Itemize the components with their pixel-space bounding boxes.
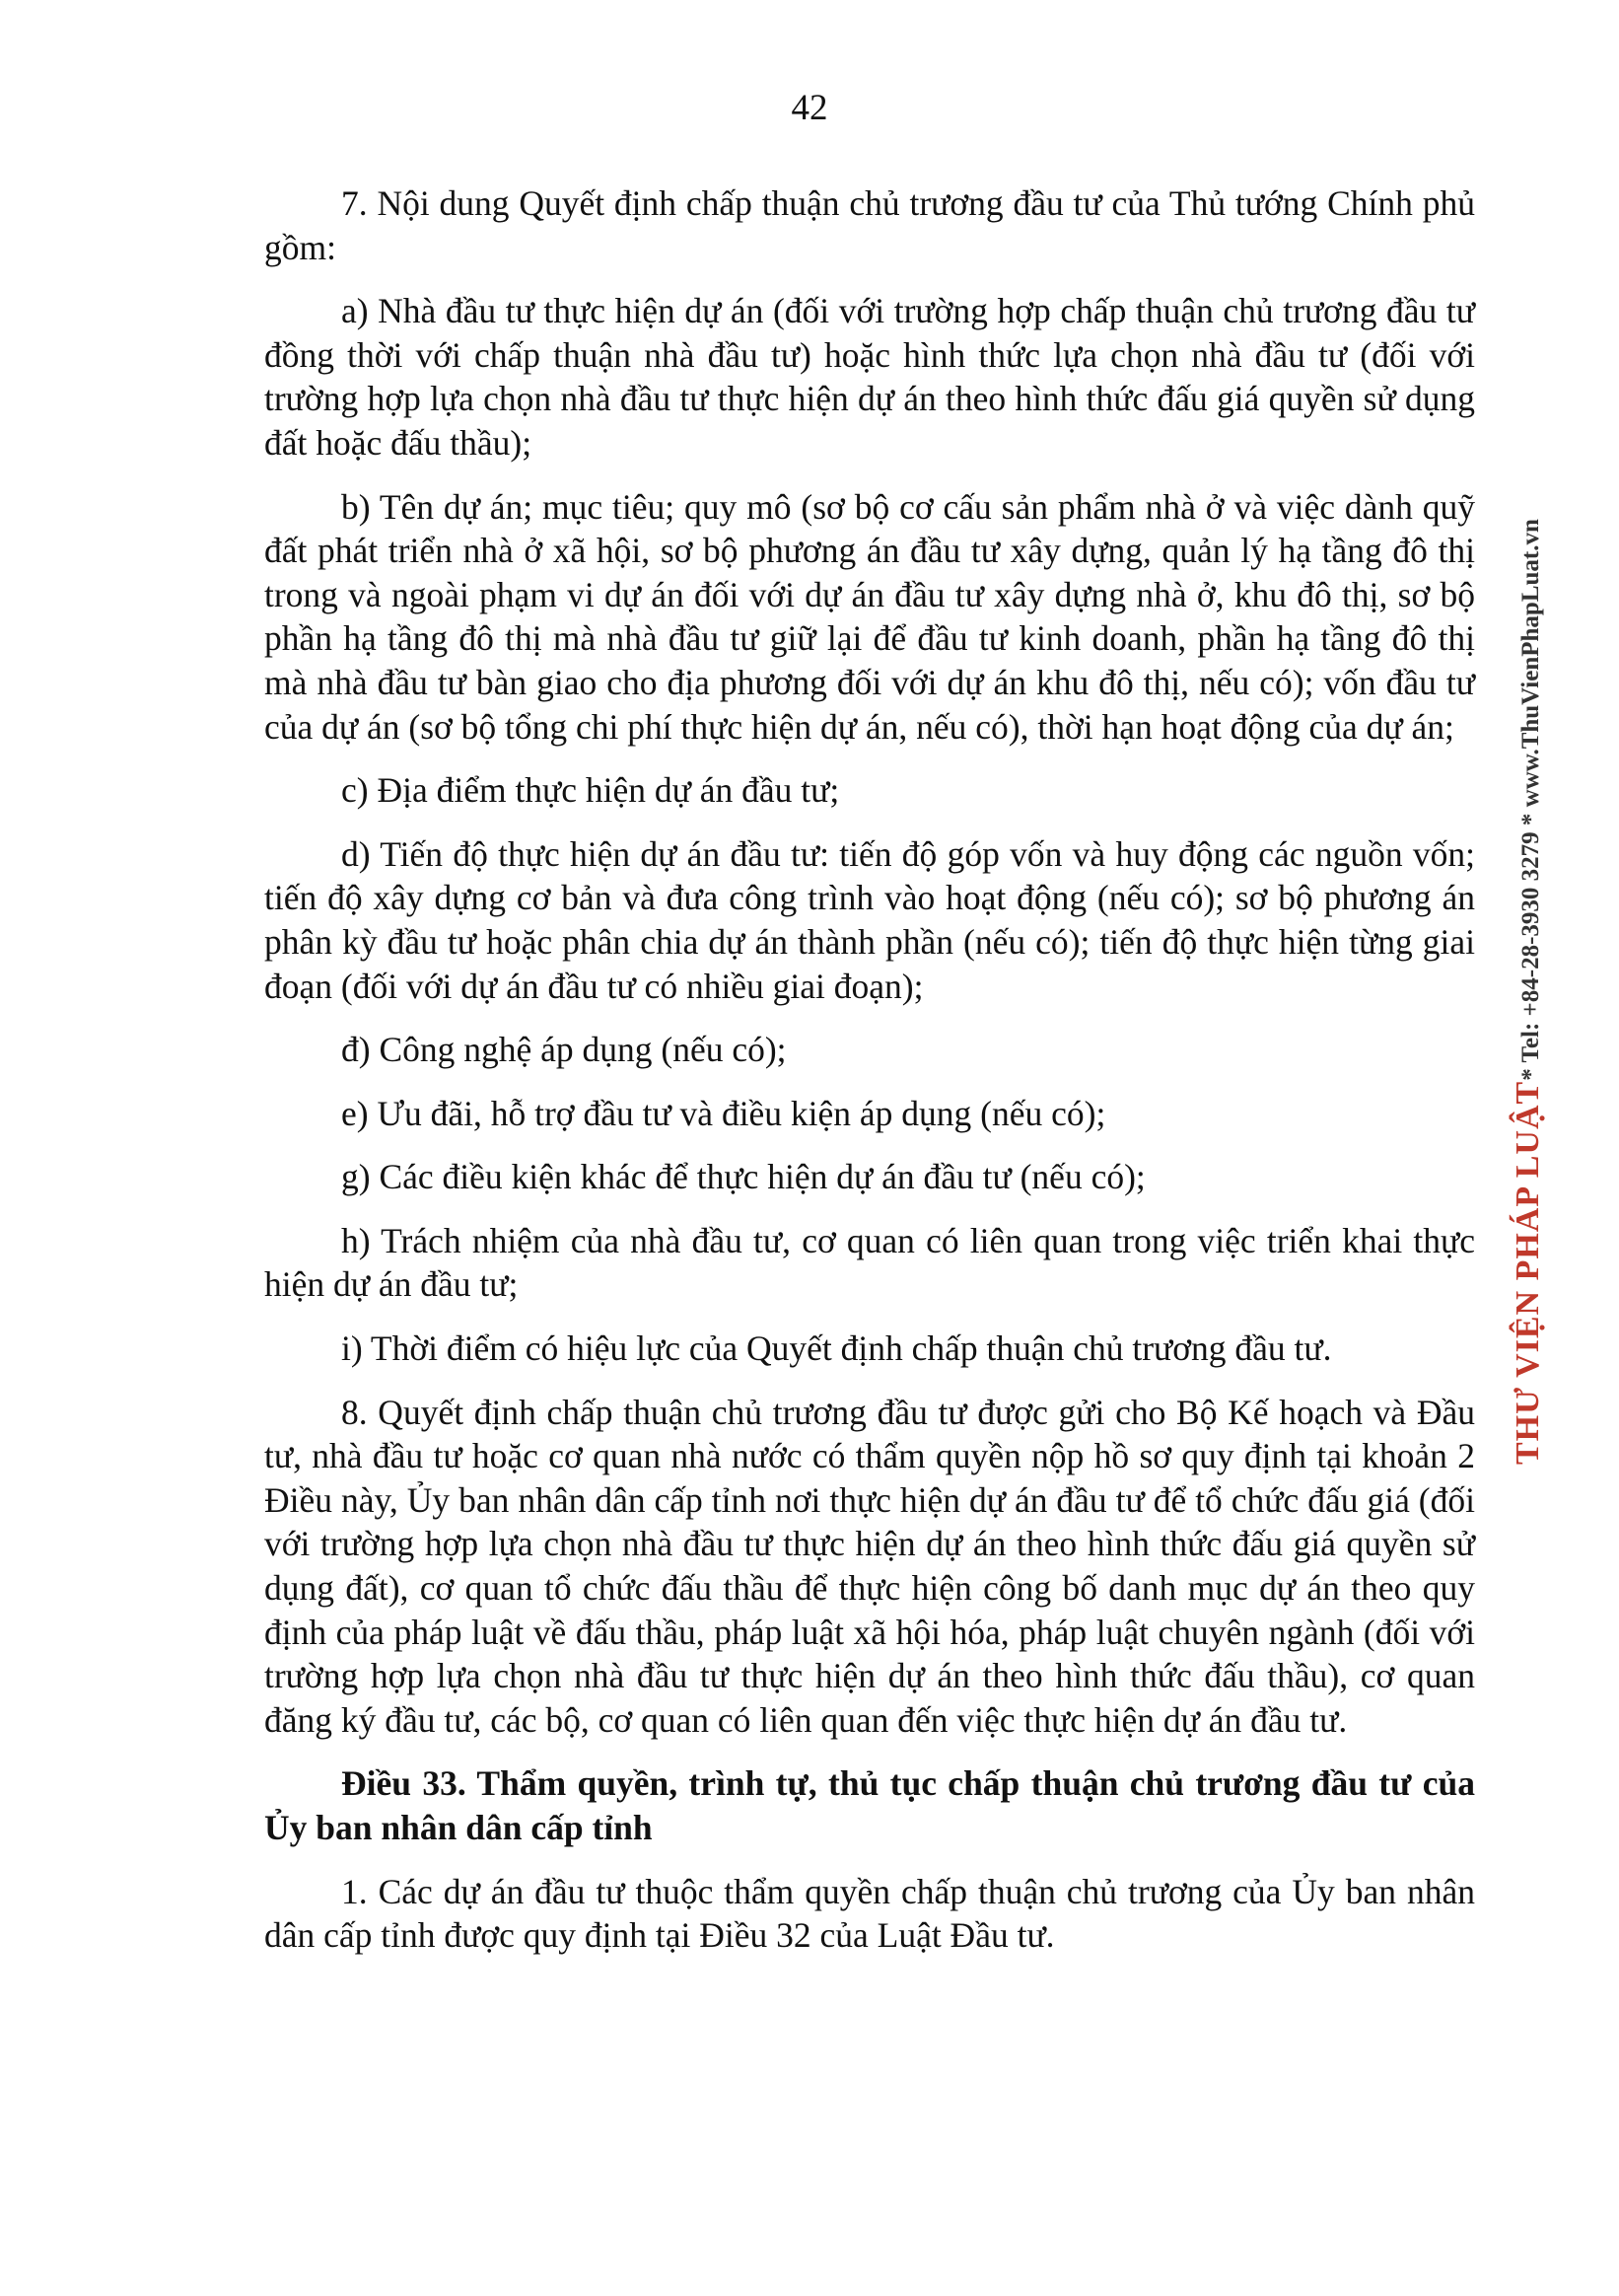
watermark-contact: * Tel: +84-28-3930 3279 * www.ThuVienPhapLuat.vn <box>1517 519 1544 1081</box>
paragraph-7i: i) Thời điểm có hiệu lực của Quyết định chấp thuận chủ trương đầu tư. <box>341 1328 1332 1369</box>
watermark-name: THƯ VIỆN PHÁP LUẬT <box>1510 1080 1546 1465</box>
document-body <box>264 181 1475 1977</box>
paragraph-7b: b) Tên dự án; mục tiêu; quy mô (sơ bộ cơ cấu sản phẩm nhà ở và việc dành quỹ đất phát triển nhà ở xã hội, sơ bộ phương án đầu tư xây dựng, quản lý hạ tầng đô thị trong và ngoài phạm vi dự án đối với dự án đầu tư xây dựng nhà ở, khu đô thị, sơ bộ phần hạ tầng đô thị mà nhà đầu tư giữ lại để đầu tư kinh doanh, phần hạ tầng đô thị mà nhà đầu tư bàn giao cho địa phương đối với dự án khu đô thị, nếu có); vốn đầu tư của dự án (sơ bộ tổng chi phí thực hiện dự án, nếu có), thời hạn hoạt động của dự án; <box>264 486 1475 747</box>
paragraph-7dd: đ) Công nghệ áp dụng (nếu có); <box>341 1030 787 1070</box>
paragraph-7g: g) Các điều kiện khác để thực hiện dự án đầu tư (nếu có); <box>341 1157 1146 1197</box>
article-paragraph-1: 1. Các dự án đầu tư thuộc thẩm quyền chấp thuận chủ trương của Ủy ban nhân dân cấp tỉnh được quy định tại Điều 32 của Luật Đầu tư. <box>264 1871 1475 1956</box>
article-heading: Điều 33. Thẩm quyền, trình tự, thủ tục chấp thuận chủ trương đầu tư của Ủy ban nhân dân cấp tỉnh <box>264 1763 1475 1847</box>
paragraph-8: 8. Quyết định chấp thuận chủ trương đầu tư được gửi cho Bộ Kế hoạch và Đầu tư, nhà đầu tư hoặc cơ quan nhà nước có thẩm quyền nộp hồ sơ quy định tại khoản 2 Điều này, Ủy ban nhân dân cấp tỉnh nơi thực hiện dự án đầu tư để tổ chức đấu giá (đối với trường hợp lựa chọn nhà đầu tư thực hiện dự án theo hình thức đấu giá quyền sử dụng đất), cơ quan tổ chức đấu thầu để thực hiện công bố danh mục dự án theo quy định của pháp luật về đấu thầu, pháp luật xã hội hóa, pháp luật chuyên ngành (đối với trường hợp lựa chọn nhà đầu tư thực hiện dự án theo hình thức đấu thầu), cơ quan đăng ký đầu tư, các bộ, cơ quan có liên quan đến việc thực hiện dự án đầu tư. <box>264 1392 1475 1740</box>
paragraph-7: 7. Nội dung Quyết định chấp thuận chủ trương đầu tư của Thủ tướng Chính phủ gồm: <box>264 183 1475 267</box>
paragraph-7a: a) Nhà đầu tư thực hiện dự án (đối với trường hợp chấp thuận chủ trương đầu tư đồng thời với chấp thuận nhà đầu tư) hoặc hình thức lựa chọn nhà đầu tư (đối với trường hợp lựa chọn nhà đầu tư thực hiện dự án theo hình thức đấu giá quyền sử dụng đất hoặc đấu thầu); <box>264 291 1475 463</box>
paragraph-7d: d) Tiến độ thực hiện dự án đầu tư: tiến độ góp vốn và huy động các nguồn vốn; tiến độ xây dựng cơ bản và đưa công trình vào hoạt động (nếu có); sơ bộ phương án phân kỳ đầu tư hoặc phân chia dự án thành phần (nếu có); tiến độ thực hiện từng giai đoạn (đối với dự án đầu tư có nhiều giai đoạn); <box>264 833 1475 1006</box>
paragraph-7c: c) Địa điểm thực hiện dự án đầu tư; <box>341 770 840 811</box>
watermark <box>1509 519 1551 1465</box>
paragraph-7e: e) Ưu đãi, hỗ trợ đầu tư và điều kiện áp dụng (nếu có); <box>341 1093 1106 1133</box>
page-number: 42 <box>791 88 828 128</box>
paragraph-7h: h) Trách nhiệm của nhà đầu tư, cơ quan có liên quan trong việc triển khai thực hiện dự án đầu tư; <box>264 1220 1475 1305</box>
